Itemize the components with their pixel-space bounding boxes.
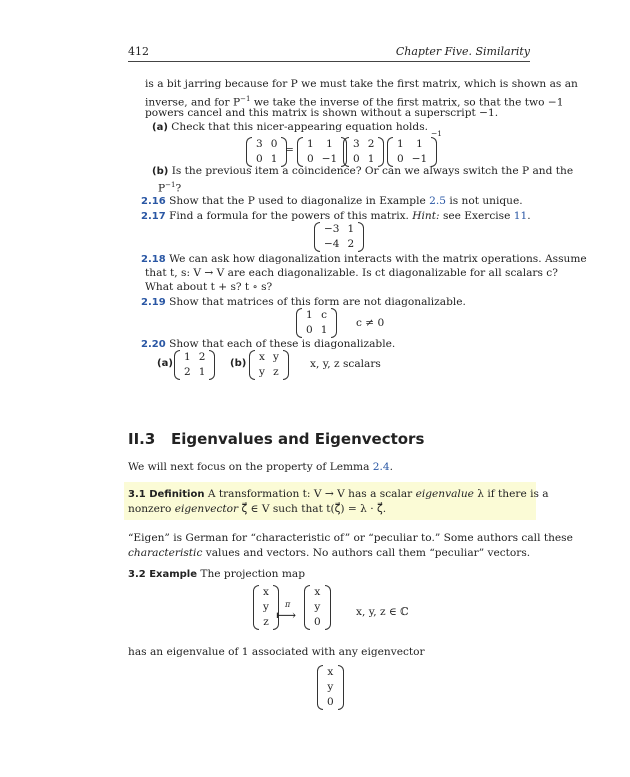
part-b: (b) Is the previous item a coincidence? Or can we always switch the P and the — [152, 165, 574, 177]
section-heading: II.3 Eigenvalues and Eigenvectors — [128, 430, 425, 448]
exercise-2-20: 2.20 Show that each of these is diagonalizable. — [141, 338, 396, 350]
link-example-2-5[interactable]: 2.5 — [429, 195, 446, 207]
matrix-2-20a — [174, 350, 215, 380]
matrix-a4 — [387, 137, 437, 167]
intro-line: is a bit jarring because for P we must take the first matrix, which is shown as an — [145, 78, 578, 90]
exercise-2-16: 2.16 Show that the P used to diagonalize in Example 2.5 is not unique. — [141, 195, 523, 207]
matrix-entry: y — [263, 601, 269, 613]
scalars-condition: x, y, z scalars — [310, 358, 381, 370]
matrix-entry: 1 — [184, 351, 191, 363]
matrix-entry: c — [321, 309, 327, 321]
matrix-entry: 0 — [353, 153, 360, 165]
matrix-entry: −1 — [411, 153, 428, 165]
matrix-2-20b — [249, 350, 289, 380]
matrix-entry: 0 — [397, 153, 404, 165]
matrix-entry: y — [272, 351, 279, 363]
matrix-entry: 1 — [347, 223, 355, 235]
matrix-entry: 0 — [270, 138, 278, 150]
definition-line: nonzero eigenvector ζ⃗ ∈ V such that t(ζ⃗) = λ · ζ⃗. — [128, 503, 387, 515]
matrix-entry: 1 — [416, 138, 423, 150]
matrix-entry: −4 — [324, 238, 340, 250]
inverse-superscript: −1 — [431, 129, 443, 138]
matrix-entry: 1 — [326, 138, 333, 150]
maps-to-arrow: ⟼ — [276, 608, 297, 624]
matrix-a3 — [343, 137, 384, 167]
vector-xy0 — [304, 585, 331, 630]
exercise-2-19: 2.19 Show that matrices of this form are not diagonalizable. — [141, 296, 466, 308]
matrix-2-17 — [314, 222, 364, 252]
complex-condition: x, y, z ∈ ℂ — [356, 606, 409, 618]
part-a-label: (a) — [157, 358, 173, 369]
matrix-entry: x — [259, 351, 265, 363]
matrix-entry: 0 — [327, 696, 334, 708]
matrix-a2 — [297, 137, 347, 167]
matrix-entry: y — [327, 681, 334, 693]
matrix-entry: x — [263, 586, 269, 598]
matrix-entry: 0 — [306, 324, 313, 336]
matrix-entry: 1 — [307, 138, 314, 150]
matrix-a1 — [246, 137, 287, 167]
matrix-entry: 1 — [367, 153, 375, 165]
matrix-2-19 — [296, 308, 337, 338]
matrix-entry: 1 — [320, 324, 328, 336]
matrix-entry: x — [314, 586, 321, 598]
chapter-title: Chapter Five. Similarity — [395, 45, 530, 58]
matrix-entry: −3 — [324, 223, 340, 235]
condition-c: c ≠ 0 — [356, 317, 385, 329]
matrix-entry: 0 — [307, 153, 314, 165]
matrix-entry: 0 — [314, 616, 321, 628]
matrix-entry: x — [327, 666, 334, 678]
focus-line: We will next focus on the property of Lemma 2.4. — [128, 461, 394, 473]
matrix-entry: y — [259, 366, 265, 378]
part-a: (a) Check that this nicer-appearing equation holds. — [152, 121, 428, 133]
part-b-label: (b) — [230, 358, 247, 369]
matrix-entry: 3 — [256, 138, 263, 150]
matrix-entry: 1 — [270, 153, 278, 165]
eigen-note: characteristic values and vectors. No authors call them “peculiar” vectors. — [128, 547, 531, 559]
matrix-entry: 1 — [198, 366, 206, 378]
exercise-2-18-line: that t, s: V → V are each diagonalizable. Is ct diagonalizable for all scalars c? — [145, 267, 558, 279]
matrix-entry: z — [273, 366, 279, 378]
example-3-2: 3.2 Example The projection map — [128, 568, 305, 580]
matrix-entry: 3 — [353, 138, 360, 150]
matrix-entry: −1 — [321, 153, 338, 165]
matrix-entry: 1 — [397, 138, 404, 150]
matrix-entry: 2 — [198, 351, 206, 363]
eigenvector-xy0 — [317, 665, 344, 710]
matrix-entry: 2 — [184, 366, 191, 378]
page-header — [128, 45, 530, 62]
equals-sign: = — [285, 144, 294, 156]
matrix-entry: z — [263, 616, 269, 628]
pi-label: π — [285, 600, 291, 609]
link-exercise-11[interactable]: 11 — [513, 210, 528, 222]
matrix-entry: y — [314, 601, 321, 613]
matrix-entry: 2 — [347, 238, 355, 250]
page-number: 412 — [128, 45, 149, 58]
intro-line: inverse, and for $P^{-1}$ we take the inverse of the first matrix, so that the two −1 — [145, 95, 564, 109]
eigen-note: “Eigen” is German for “characteristic of” or “peculiar to.” Some authors call these — [128, 532, 573, 544]
part-b-cont: $P^{-1}$? — [158, 181, 182, 195]
matrix-entry: 2 — [367, 138, 375, 150]
link-lemma-2-4[interactable]: 2.4 — [372, 461, 390, 473]
matrix-entry: 0 — [256, 153, 263, 165]
matrix-entry: 1 — [306, 309, 313, 321]
exercise-2-18: 2.18 We can ask how diagonalization interacts with the matrix operations. Assume — [141, 253, 587, 265]
exercise-2-18-line: What about t + s? t ∘ s? — [145, 281, 273, 293]
exercise-2-17: 2.17 Find a formula for the powers of this matrix. Hint: see Exercise 11. — [141, 210, 531, 222]
eigenvalue-line: has an eigenvalue of 1 associated with any eigenvector — [128, 646, 425, 658]
definition-line: 3.1 Definition A transformation t: V → V has a scalar eigenvalue λ if there is a — [128, 488, 549, 500]
intro-line: powers cancel and this matrix is shown without a superscript −1. — [145, 107, 499, 119]
